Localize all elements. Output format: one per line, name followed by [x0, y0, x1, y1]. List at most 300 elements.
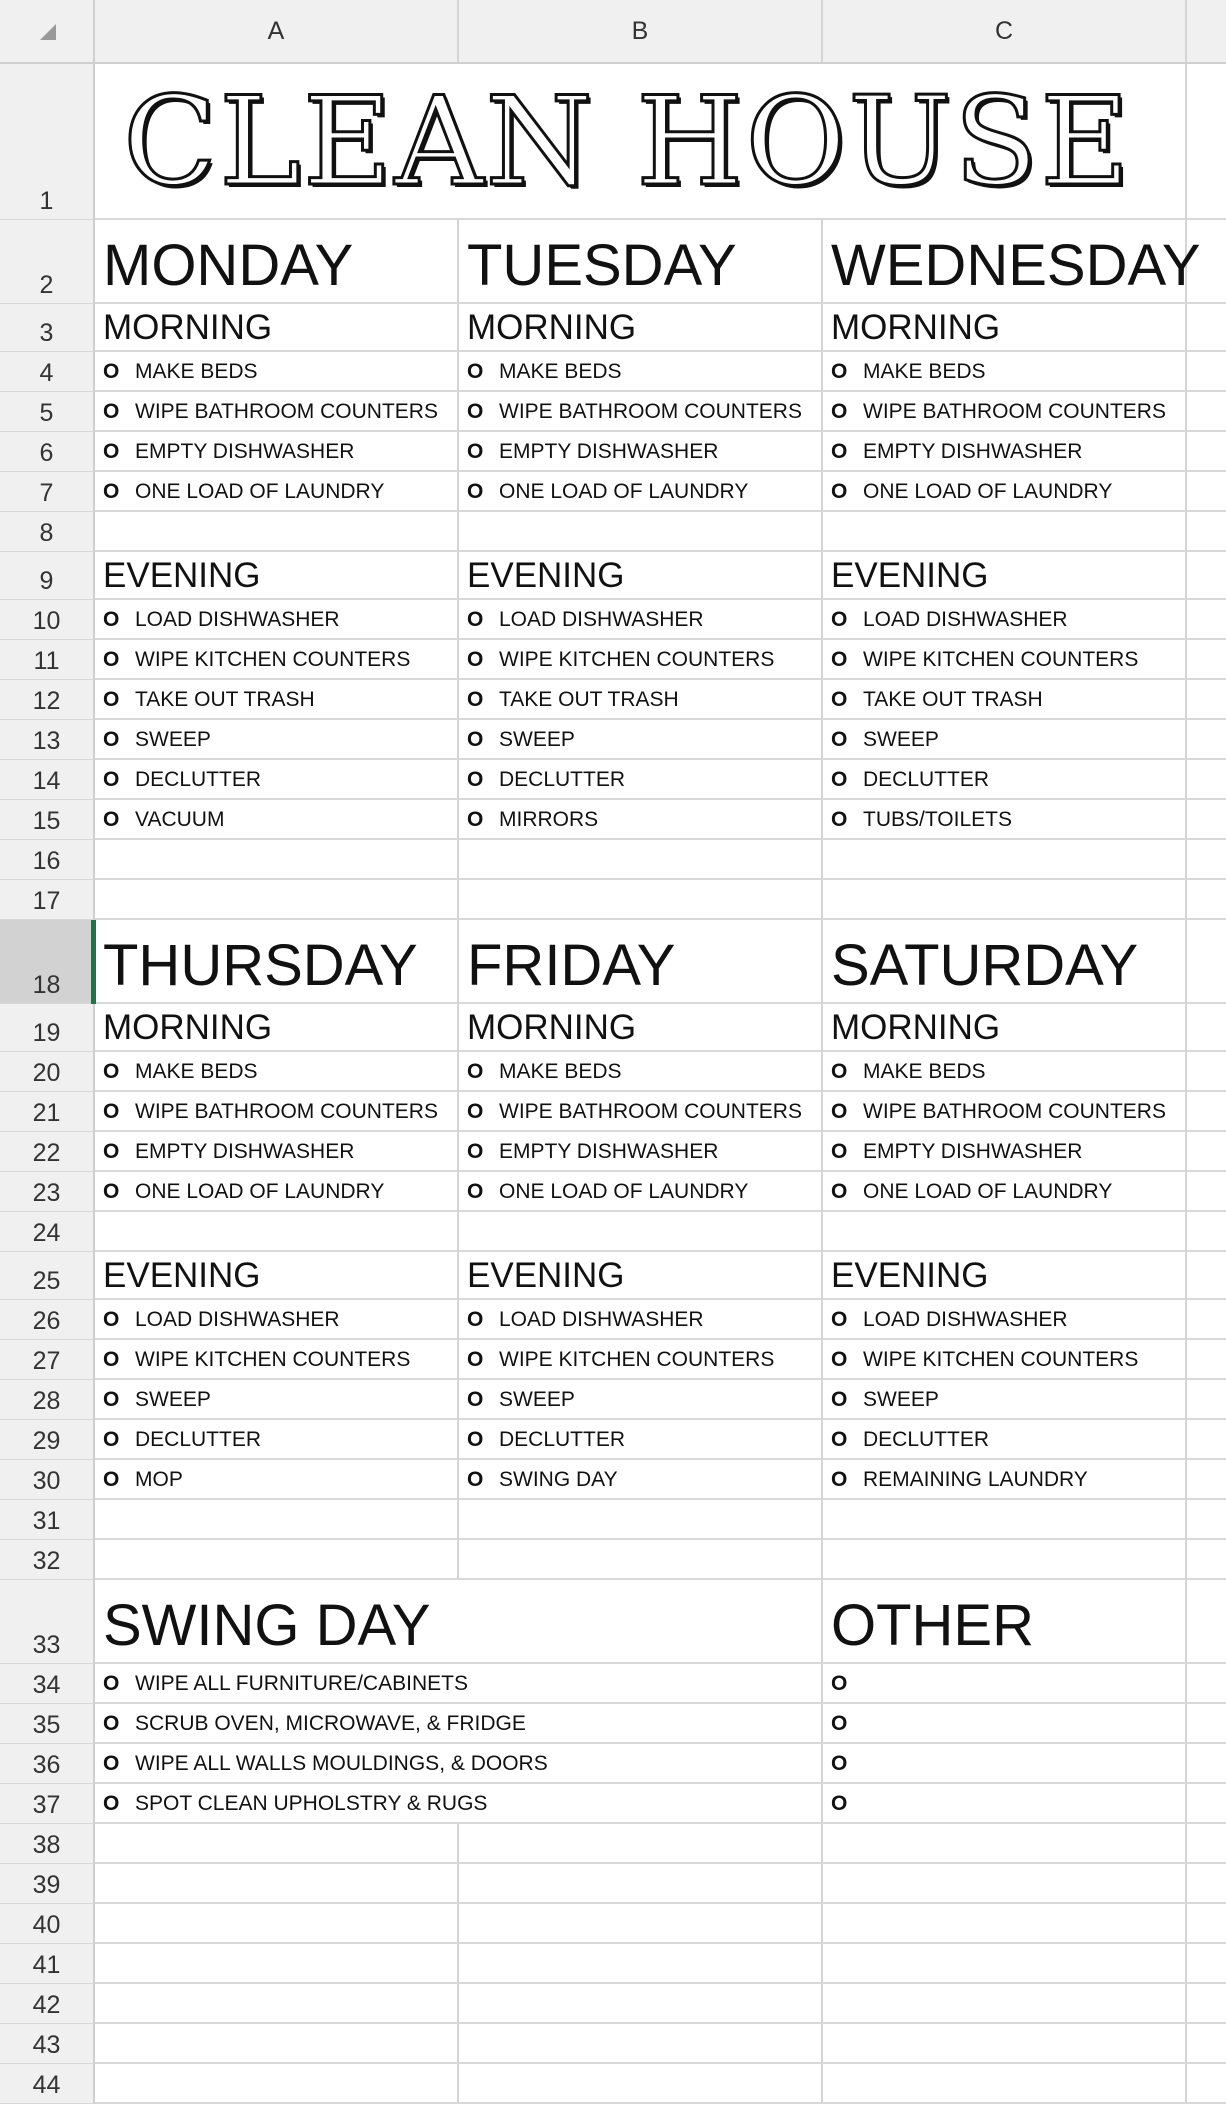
task-label: WIPE BATHROOM COUNTERS: [863, 1100, 1166, 1123]
task-item: [103, 1751, 548, 1777]
task-label: LOAD DISHWASHER: [135, 1308, 340, 1331]
row-label: 36: [32, 1751, 61, 1779]
task-item: [103, 439, 354, 465]
cell-c23[interactable]: [823, 1172, 1187, 1212]
cell-b15[interactable]: [459, 800, 823, 840]
task-item: [103, 1139, 354, 1165]
row-header-16[interactable]: [0, 840, 95, 880]
row-header-33[interactable]: [0, 1580, 95, 1664]
cell-d29[interactable]: [1187, 1420, 1226, 1460]
cell-b44[interactable]: [459, 2064, 823, 2104]
sheet-row: [95, 1704, 1226, 1744]
cell-c15[interactable]: [823, 800, 1187, 840]
cell-a18[interactable]: [95, 920, 459, 1004]
task-item: [103, 607, 340, 633]
checkbox-circle-icon: O: [467, 1308, 484, 1331]
task-label: DECLUTTER: [863, 1428, 990, 1451]
cell-a3[interactable]: [95, 304, 459, 352]
cell-d5[interactable]: [1187, 392, 1226, 432]
cell-a28[interactable]: [95, 1380, 459, 1420]
cell-a44[interactable]: [95, 2064, 459, 2104]
cell-c25[interactable]: [823, 1252, 1187, 1300]
row-header-24[interactable]: [0, 1212, 95, 1252]
cell-a9[interactable]: [95, 552, 459, 600]
sheet-row: [95, 1824, 1226, 1864]
row-label: 5: [39, 399, 54, 427]
cell-b41[interactable]: [459, 1944, 823, 1984]
cell-c6[interactable]: [823, 432, 1187, 472]
cell-d8[interactable]: [1187, 512, 1226, 552]
row-header-30[interactable]: [0, 1460, 95, 1500]
sheet-row: [95, 1300, 1226, 1340]
row-label: 16: [32, 847, 61, 875]
task-item: [831, 1059, 986, 1085]
cell-a39[interactable]: [95, 1864, 459, 1904]
cell-d14[interactable]: [1187, 760, 1226, 800]
checkbox-circle-icon: O: [103, 648, 120, 671]
task-item: [467, 647, 774, 673]
row-header-42[interactable]: [0, 1984, 95, 2024]
row-header-39[interactable]: [0, 1864, 95, 1904]
task-item: [103, 479, 384, 505]
row-header-5[interactable]: [0, 392, 95, 432]
cell-b19[interactable]: [459, 1004, 823, 1052]
task-label: SPOT CLEAN UPHOLSTRY & RUGS: [135, 1792, 488, 1815]
row-header-14[interactable]: [0, 760, 95, 800]
cell-d16[interactable]: [1187, 840, 1226, 880]
row-label: 12: [32, 687, 61, 715]
cell-b30[interactable]: [459, 1460, 823, 1500]
task-item: [467, 359, 622, 385]
cell-d32[interactable]: [1187, 1540, 1226, 1580]
cell-c17[interactable]: [823, 880, 1187, 920]
cell-c13[interactable]: [823, 720, 1187, 760]
cell-b8[interactable]: [459, 512, 823, 552]
cell-a25[interactable]: [95, 1252, 459, 1300]
row-header-15[interactable]: [0, 800, 95, 840]
row-header-43[interactable]: [0, 2024, 95, 2064]
cell-a41[interactable]: [95, 1944, 459, 1984]
cell-a30[interactable]: [95, 1460, 459, 1500]
cell-a24[interactable]: [95, 1212, 459, 1252]
cell-b14[interactable]: [459, 760, 823, 800]
cell-a7[interactable]: [95, 472, 459, 512]
cell-a35[interactable]: [95, 1704, 823, 1744]
task-label: MAKE BEDS: [135, 1060, 258, 1083]
cell-b24[interactable]: [459, 1212, 823, 1252]
cell-d40[interactable]: [1187, 1904, 1226, 1944]
cell-a20[interactable]: [95, 1052, 459, 1092]
cell-a10[interactable]: [95, 600, 459, 640]
cell-d26[interactable]: [1187, 1300, 1226, 1340]
sheet-row: [95, 2024, 1226, 2064]
cell-a17[interactable]: [95, 880, 459, 920]
cell-a8[interactable]: [95, 512, 459, 552]
cell-d2[interactable]: [1187, 220, 1226, 304]
row-header-22[interactable]: [0, 1132, 95, 1172]
cell-b18[interactable]: [459, 920, 823, 1004]
cell-a4[interactable]: [95, 352, 459, 392]
cell-b22[interactable]: [459, 1132, 823, 1172]
row-label: 11: [33, 647, 60, 675]
row-header-37[interactable]: [0, 1784, 95, 1824]
cell-b17[interactable]: [459, 880, 823, 920]
cell-d31[interactable]: [1187, 1500, 1226, 1540]
cell-a6[interactable]: [95, 432, 459, 472]
cell-b28[interactable]: [459, 1380, 823, 1420]
row-label: 41: [32, 1951, 61, 1979]
cell-c9[interactable]: [823, 552, 1187, 600]
task-item: [831, 687, 1043, 713]
cell-d1[interactable]: [1187, 64, 1226, 220]
cell-a22[interactable]: [95, 1132, 459, 1172]
row-label: 6: [39, 439, 54, 467]
task-item: [831, 1179, 1112, 1205]
row-header-35[interactable]: [0, 1704, 95, 1744]
checkbox-circle-icon: O: [467, 768, 484, 791]
checkbox-circle-icon: O: [103, 1140, 120, 1163]
cell-d28[interactable]: [1187, 1380, 1226, 1420]
row-label: 43: [32, 2031, 61, 2059]
cell-a5[interactable]: [95, 392, 459, 432]
cell-c20[interactable]: [823, 1052, 1187, 1092]
task-item: [103, 1467, 183, 1493]
cell-d7[interactable]: [1187, 472, 1226, 512]
checkbox-circle-icon: O: [103, 1752, 120, 1775]
cell-c12[interactable]: [823, 680, 1187, 720]
column-header-a[interactable]: [95, 0, 459, 64]
checkbox-circle-icon: O: [831, 1180, 848, 1203]
cell-c7[interactable]: [823, 472, 1187, 512]
cell-b16[interactable]: [459, 840, 823, 880]
cell-a37[interactable]: [95, 1784, 823, 1824]
cell-c42[interactable]: [823, 1984, 1187, 2024]
row-header-27[interactable]: [0, 1340, 95, 1380]
cell-c30[interactable]: [823, 1460, 1187, 1500]
cell-b4[interactable]: [459, 352, 823, 392]
cell-d30[interactable]: [1187, 1460, 1226, 1500]
cell-b39[interactable]: [459, 1864, 823, 1904]
row-header-20[interactable]: [0, 1052, 95, 1092]
cell-d20[interactable]: [1187, 1052, 1226, 1092]
row-header-9[interactable]: [0, 552, 95, 600]
cell-a43[interactable]: [95, 2024, 459, 2064]
checkbox-circle-icon: O: [831, 768, 848, 791]
cell-d24[interactable]: [1187, 1212, 1226, 1252]
sheet-row: [95, 1380, 1226, 1420]
cell-d13[interactable]: [1187, 720, 1226, 760]
cell-a23[interactable]: [95, 1172, 459, 1212]
cell-d11[interactable]: [1187, 640, 1226, 680]
cell-d15[interactable]: [1187, 800, 1226, 840]
sheet-row: [95, 1744, 1226, 1784]
cell-b10[interactable]: [459, 600, 823, 640]
cell-a26[interactable]: [95, 1300, 459, 1340]
task-label: SWEEP: [863, 1388, 939, 1411]
cell-b7[interactable]: [459, 472, 823, 512]
row-header-17[interactable]: [0, 880, 95, 920]
cell-b38[interactable]: [459, 1824, 823, 1864]
cell-d3[interactable]: [1187, 304, 1226, 352]
checkbox-circle-icon: O: [103, 1060, 120, 1083]
cell-c37[interactable]: [823, 1784, 1187, 1824]
checkbox-circle-icon: O: [831, 1060, 848, 1083]
cell-b20[interactable]: [459, 1052, 823, 1092]
cell-c41[interactable]: [823, 1944, 1187, 1984]
task-label: WIPE ALL FURNITURE/CABINETS: [135, 1672, 468, 1695]
cell-b40[interactable]: [459, 1904, 823, 1944]
task-label: DECLUTTER: [499, 768, 626, 791]
row-header-21[interactable]: [0, 1092, 95, 1132]
row-header-41[interactable]: [0, 1944, 95, 1984]
cell-a36[interactable]: [95, 1744, 823, 1784]
task-label: EMPTY DISHWASHER: [863, 440, 1083, 463]
cell-c4[interactable]: [823, 352, 1187, 392]
task-label: EMPTY DISHWASHER: [135, 1140, 355, 1163]
row-header-38[interactable]: [0, 1824, 95, 1864]
cell-c11[interactable]: [823, 640, 1187, 680]
cell-d18[interactable]: [1187, 920, 1226, 1004]
cell-d44[interactable]: [1187, 2064, 1226, 2104]
cell-c43[interactable]: [823, 2024, 1187, 2064]
cell-b25[interactable]: [459, 1252, 823, 1300]
cell-a29[interactable]: [95, 1420, 459, 1460]
cell-a42[interactable]: [95, 1984, 459, 2024]
row-header-26[interactable]: [0, 1300, 95, 1340]
row-label: 25: [32, 1267, 61, 1295]
cell-d4[interactable]: [1187, 352, 1226, 392]
cell-c35[interactable]: [823, 1704, 1187, 1744]
task-label: EMPTY DISHWASHER: [499, 1140, 719, 1163]
cell-d35[interactable]: [1187, 1704, 1226, 1744]
cell-c8[interactable]: [823, 512, 1187, 552]
row-header-25[interactable]: [0, 1252, 95, 1300]
cell-c14[interactable]: [823, 760, 1187, 800]
checkbox-circle-icon: O: [103, 1100, 120, 1123]
cell-b6[interactable]: [459, 432, 823, 472]
row-header-34[interactable]: [0, 1664, 95, 1704]
row-header-23[interactable]: [0, 1172, 95, 1212]
cell-d33[interactable]: [1187, 1580, 1226, 1664]
cell-d34[interactable]: [1187, 1664, 1226, 1704]
sheet-row: [95, 304, 1226, 352]
row-header-10[interactable]: [0, 600, 95, 640]
task-label: DECLUTTER: [135, 1428, 262, 1451]
row-header-12[interactable]: [0, 680, 95, 720]
row-header-29[interactable]: [0, 1420, 95, 1460]
cell-b43[interactable]: [459, 2024, 823, 2064]
cell-c18[interactable]: [823, 920, 1187, 1004]
cell-d9[interactable]: [1187, 552, 1226, 600]
cell-b29[interactable]: [459, 1420, 823, 1460]
cell-c22[interactable]: [823, 1132, 1187, 1172]
cell-c36[interactable]: [823, 1744, 1187, 1784]
cell-c32[interactable]: [823, 1540, 1187, 1580]
cell-a13[interactable]: [95, 720, 459, 760]
cell-a16[interactable]: [95, 840, 459, 880]
cell-a31[interactable]: [95, 1500, 459, 1540]
cell-b23[interactable]: [459, 1172, 823, 1212]
cell-b26[interactable]: [459, 1300, 823, 1340]
row-header-28[interactable]: [0, 1380, 95, 1420]
column-label: A: [267, 16, 285, 45]
cell-b21[interactable]: [459, 1092, 823, 1132]
row-header-3[interactable]: [0, 304, 95, 352]
checkbox-circle-icon: O: [467, 1180, 484, 1203]
cell-d36[interactable]: [1187, 1744, 1226, 1784]
row-header-19[interactable]: [0, 1004, 95, 1052]
cell-b5[interactable]: [459, 392, 823, 432]
row-header-1[interactable]: [0, 64, 95, 220]
cell-d23[interactable]: [1187, 1172, 1226, 1212]
task-label: WIPE KITCHEN COUNTERS: [863, 1348, 1139, 1371]
cell-d41[interactable]: [1187, 1944, 1226, 1984]
cell-b2[interactable]: [459, 220, 823, 304]
row-header-36[interactable]: [0, 1744, 95, 1784]
sheet-row: [95, 1864, 1226, 1904]
cell-c26[interactable]: [823, 1300, 1187, 1340]
task-label: SCRUB OVEN, MICROWAVE, & FRIDGE: [135, 1712, 526, 1735]
cell-a38[interactable]: [95, 1824, 459, 1864]
row-header-8[interactable]: [0, 512, 95, 552]
cell-a34[interactable]: [95, 1664, 823, 1704]
cell-c19[interactable]: [823, 1004, 1187, 1052]
cell-d12[interactable]: [1187, 680, 1226, 720]
row-header-4[interactable]: [0, 352, 95, 392]
cell-d25[interactable]: [1187, 1252, 1226, 1300]
task-label: MAKE BEDS: [499, 1060, 622, 1083]
row-header-11[interactable]: [0, 640, 95, 680]
cell-c34[interactable]: [823, 1664, 1187, 1704]
cell-c3[interactable]: [823, 304, 1187, 352]
cell-c27[interactable]: [823, 1340, 1187, 1380]
cell-a19[interactable]: [95, 1004, 459, 1052]
cell-b13[interactable]: [459, 720, 823, 760]
cell-d42[interactable]: [1187, 1984, 1226, 2024]
cell-b31[interactable]: [459, 1500, 823, 1540]
row-header-31[interactable]: [0, 1500, 95, 1540]
cell-c2[interactable]: [823, 220, 1201, 304]
cell-a27[interactable]: [95, 1340, 459, 1380]
row-header-7[interactable]: [0, 472, 95, 512]
cell-d21[interactable]: [1187, 1092, 1226, 1132]
column-header-b[interactable]: [459, 0, 823, 64]
cell-d22[interactable]: [1187, 1132, 1226, 1172]
task-label: ONE LOAD OF LAUNDRY: [863, 480, 1113, 503]
row-header-2[interactable]: [0, 220, 95, 304]
row-label: 38: [32, 1831, 61, 1859]
cell-c33[interactable]: [823, 1580, 1187, 1664]
row-label: 34: [32, 1671, 61, 1699]
cell-d38[interactable]: [1187, 1824, 1226, 1864]
cell-d39[interactable]: [1187, 1864, 1226, 1904]
select-all-corner[interactable]: [0, 0, 95, 64]
cell-d37[interactable]: [1187, 1784, 1226, 1824]
cell-b12[interactable]: [459, 680, 823, 720]
cell-c5[interactable]: [823, 392, 1187, 432]
cell-c24[interactable]: [823, 1212, 1187, 1252]
task-item: [467, 1467, 618, 1493]
sheet-row: [95, 472, 1226, 512]
cell-a21[interactable]: [95, 1092, 459, 1132]
checkbox-circle-icon: O: [831, 608, 848, 631]
cell-a14[interactable]: [95, 760, 459, 800]
cell-b27[interactable]: [459, 1340, 823, 1380]
cell-a1[interactable]: [95, 64, 1187, 220]
row-header-6[interactable]: [0, 432, 95, 472]
cell-c10[interactable]: [823, 600, 1187, 640]
cell-b9[interactable]: [459, 552, 823, 600]
checkbox-circle-icon: O: [467, 1140, 484, 1163]
cell-c39[interactable]: [823, 1864, 1187, 1904]
task-item: [467, 767, 625, 793]
cell-a12[interactable]: [95, 680, 459, 720]
cell-c16[interactable]: [823, 840, 1187, 880]
task-item: [103, 1387, 211, 1413]
row-header-13[interactable]: [0, 720, 95, 760]
cell-a15[interactable]: [95, 800, 459, 840]
column-header-c[interactable]: [823, 0, 1187, 64]
cell-b3[interactable]: [459, 304, 823, 352]
task-label: TAKE OUT TRASH: [135, 688, 315, 711]
cell-b42[interactable]: [459, 1984, 823, 2024]
cell-b11[interactable]: [459, 640, 823, 680]
cell-a11[interactable]: [95, 640, 459, 680]
cell-d10[interactable]: [1187, 600, 1226, 640]
day-heading: MONDAY: [103, 233, 354, 298]
task-item: [103, 647, 410, 673]
cell-c40[interactable]: [823, 1904, 1187, 1944]
cell-c29[interactable]: [823, 1420, 1187, 1460]
task-item: [831, 1711, 863, 1737]
cell-a33[interactable]: [95, 1580, 823, 1664]
cell-c44[interactable]: [823, 2064, 1187, 2104]
cell-a32[interactable]: [95, 1540, 459, 1580]
cell-a2[interactable]: [95, 220, 459, 304]
cell-d27[interactable]: [1187, 1340, 1226, 1380]
checkbox-circle-icon: O: [831, 1672, 848, 1695]
task-item: [103, 1427, 261, 1453]
row-label: 31: [32, 1507, 61, 1535]
cell-d43[interactable]: [1187, 2024, 1226, 2064]
cell-c38[interactable]: [823, 1824, 1187, 1864]
task-label: MAKE BEDS: [863, 1060, 986, 1083]
column-header-d[interactable]: [1187, 0, 1226, 64]
cell-c21[interactable]: [823, 1092, 1187, 1132]
task-label: TUBS/TOILETS: [863, 808, 1012, 831]
cell-d19[interactable]: [1187, 1004, 1226, 1052]
period-heading: MORNING: [831, 308, 1001, 347]
task-item: [103, 807, 224, 833]
period-heading: EVENING: [831, 556, 989, 595]
cell-a40[interactable]: [95, 1904, 459, 1944]
row-label: 27: [32, 1347, 61, 1375]
cell-c31[interactable]: [823, 1500, 1187, 1540]
cell-d17[interactable]: [1187, 880, 1226, 920]
task-label: ONE LOAD OF LAUNDRY: [499, 1180, 749, 1203]
checkbox-circle-icon: O: [103, 480, 120, 503]
row-header-40[interactable]: [0, 1904, 95, 1944]
row-header-44[interactable]: [0, 2064, 95, 2104]
row-header-32[interactable]: [0, 1540, 95, 1580]
row-header-18[interactable]: [0, 920, 95, 1004]
checkbox-circle-icon: O: [831, 1140, 848, 1163]
cell-d6[interactable]: [1187, 432, 1226, 472]
day-heading: TUESDAY: [467, 233, 737, 298]
task-item: [467, 807, 598, 833]
cell-c28[interactable]: [823, 1380, 1187, 1420]
cell-b32[interactable]: [459, 1540, 823, 1580]
